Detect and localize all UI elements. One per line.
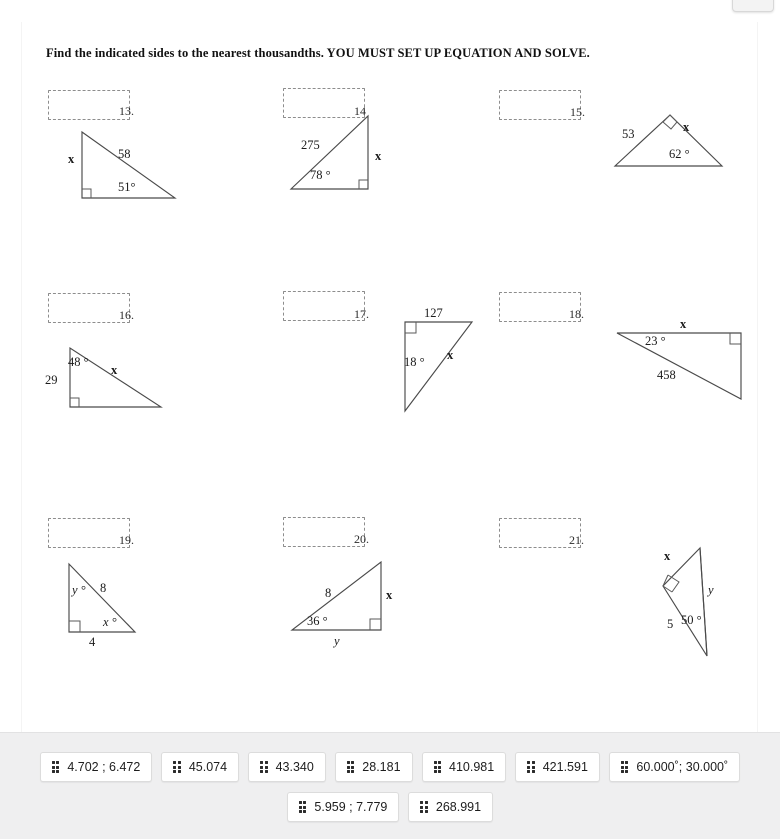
label-19-angle-y: y ° [72, 583, 86, 597]
label-15-side-x: x [683, 120, 690, 134]
label-17-angle: 18 ° [404, 355, 425, 369]
label-19-angle-x: x ° [103, 615, 117, 629]
problem-number-20: 20. [354, 532, 369, 546]
label-21-side-5: 5 [667, 617, 674, 631]
drag-handle-icon[interactable] [420, 801, 428, 813]
answer-tile-value: 60.000˚; 30.000˚ [636, 760, 729, 774]
label-20-side-x: x [386, 588, 393, 602]
label-15-side-53: 53 [622, 127, 635, 141]
problem-number-15: 15. [570, 105, 585, 119]
problem-number-18: 18. [569, 307, 584, 321]
label-18-side-x: x [680, 317, 687, 331]
drag-handle-icon[interactable] [347, 761, 355, 773]
label-14-side-275: 275 [301, 138, 320, 152]
problem-number-14: 14 [354, 104, 366, 118]
answer-tile[interactable] [161, 752, 239, 782]
label-21-side-y: y [708, 583, 714, 597]
answer-tile-value: 4.702 ; 6.472 [67, 760, 141, 774]
answer-tile[interactable] [248, 752, 326, 782]
answer-tile-value: 45.074 [188, 760, 228, 774]
label-20-side-8: 8 [325, 586, 332, 600]
drag-handle-icon[interactable] [434, 761, 442, 773]
problem-number-17: 17. [354, 307, 369, 321]
label-13-side-58: 58 [118, 147, 131, 161]
label-13-side-x: x [68, 152, 75, 166]
label-16-side-29: 29 [45, 373, 58, 387]
label-18-angle: 23 ° [645, 334, 666, 348]
answer-tile-value: 28.181 [362, 760, 401, 774]
answer-tile[interactable] [515, 752, 600, 782]
label-13-angle: 51° [118, 180, 136, 194]
answer-tile[interactable] [40, 752, 152, 782]
answer-tile-value: 268.991 [435, 800, 482, 814]
label-14-angle: 78 ° [310, 168, 331, 182]
label-21-angle: 50 ° [681, 613, 702, 627]
drag-handle-icon[interactable] [299, 801, 307, 813]
problem-number-16: 16. [119, 308, 134, 322]
answer-tile-value: 5.959 ; 7.779 [314, 800, 388, 814]
label-14-side-x: x [375, 149, 382, 163]
answer-tile[interactable] [408, 792, 493, 822]
label-16-angle: 48 ° [68, 355, 89, 369]
label-19-side-4: 4 [89, 635, 96, 649]
answer-tile-value: 421.591 [542, 760, 588, 774]
label-17-side-x: x [447, 348, 454, 362]
drag-handle-icon[interactable] [173, 761, 181, 773]
label-17-side-127: 127 [424, 306, 443, 320]
label-16-side-x: x [111, 363, 118, 377]
answer-tile-row-1 [0, 752, 780, 782]
label-19-side-8: 8 [100, 581, 107, 595]
answer-bank [0, 732, 780, 839]
drag-handle-icon[interactable] [260, 761, 268, 773]
drag-handle-icon[interactable] [52, 761, 60, 773]
answer-tile-value: 410.981 [449, 760, 495, 774]
answer-tile-row-2 [0, 792, 780, 822]
label-20-side-y: y [334, 634, 340, 648]
answer-tile-value: 43.340 [275, 760, 314, 774]
problem-number-19: 19. [119, 533, 134, 547]
answer-tile[interactable] [422, 752, 507, 782]
label-18-side-458: 458 [657, 368, 676, 382]
answer-tile[interactable] [287, 792, 399, 822]
label-20-angle: 36 ° [307, 614, 328, 628]
worksheet-title: Find the indicated sides to the nearest thousandths. YOU MUST SET UP EQUATION AND SOLVE. [46, 46, 590, 60]
problem-number-13: 13. [119, 104, 134, 118]
answer-tile[interactable] [335, 752, 413, 782]
drag-handle-icon[interactable] [527, 761, 535, 773]
label-15-angle: 62 ° [669, 147, 690, 161]
answer-tile[interactable] [609, 752, 740, 782]
label-21-side-x: x [664, 549, 671, 563]
drag-handle-icon[interactable] [621, 761, 629, 773]
problem-number-21: 21. [569, 533, 584, 547]
